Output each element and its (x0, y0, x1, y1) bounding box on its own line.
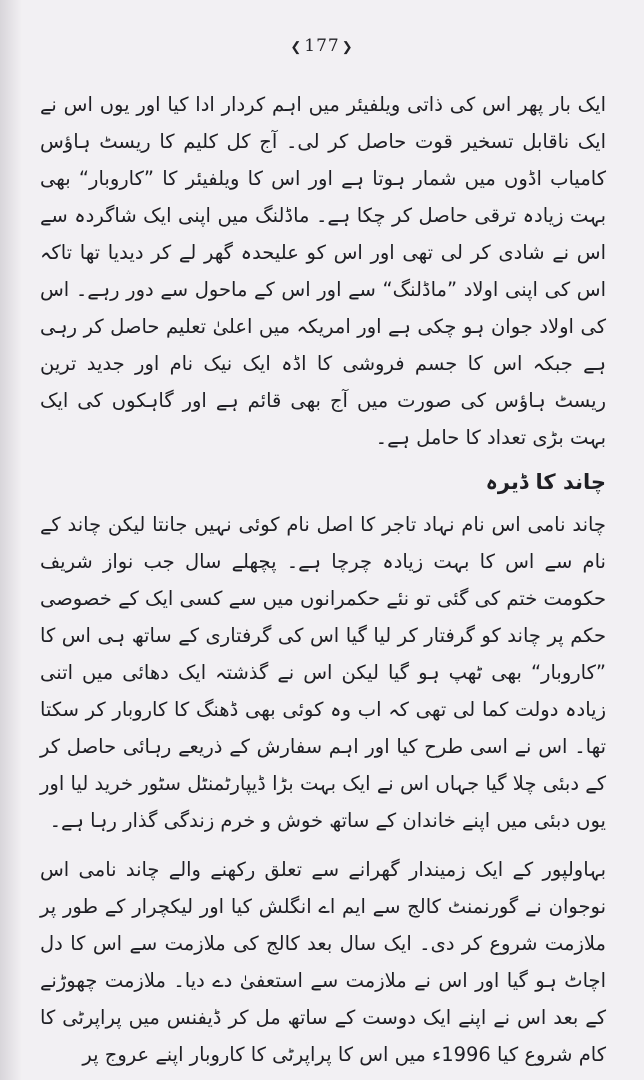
paragraph: چاند نامی اس نام نہاد تاجر کا اصل نام کوئی نہیں جانتا لیکن چاند کے نام سے اس کا بہت زیادہ چرچا ہے۔ پچھلے سال جب نواز شریف حکومت ختم کی گئی تو نئے حکمرانوں میں سے کسی ایک کے خصوصی حکم پر چاند کو گرفتار کر لیا گیا اس کی گرفتاری کے ساتھ ہی اس کا ”کاروبار“ بھی ٹھپ ہو گیا لیکن اس نے گذشتہ ایک دھائی میں اتنی زیادہ دولت کما لی تھی کہ اب وہ کوئی بھی ڈھنگ کا کاروبار کر سکتا تھا۔ اس نے اسی طرح کیا اور اہم سفارش کے ذریعے رہائی حاصل کر کے دبئی چلا گیا جہاں اس نے ایک بہت بڑا ڈیپارٹمنٹل سٹور خرید لیا اور یوں دبئی میں اپنے خاندان کے ساتھ خوش و خرم زندگی گذار رہا ہے۔ (40, 513, 606, 832)
page-number-header (0, 36, 644, 56)
section-heading: چاند کا ڈیرہ (485, 470, 606, 494)
page-body (40, 86, 606, 1073)
ornament-right-icon: ❯ (341, 40, 354, 55)
ornament-left-icon: ❮ (290, 40, 303, 55)
page-binding-shadow (0, 0, 22, 1080)
paragraph: ایک بار پھر اس کی ذاتی ویلفیئر میں اہم کردار ادا کیا اور یوں اس نے ایک ناقابل تسخیر قوت حاصل کر لی۔ آج کل کلیم کا ریسٹ ہاؤس کامیاب اڈوں میں شمار ہوتا ہے اور اس کا ویلفیئر کا ”کاروبار“ بھی بہت زیادہ ترقی حاصل کر چکا ہے۔ ماڈلنگ میں اپنی ایک شاگردہ سے اس نے شادی کر لی تھی اور اس کو علیحدہ گھر لے کر دیدیا تھا تاکہ اس کی اپنی اولاد ”ماڈلنگ“ سے اور اس کے ماحول سے دور رہے۔ اس کی اولاد جوان ہو چکی ہے اور امریکہ میں اعلیٰ تعلیم حاصل کر رہی ہے جبکہ اس کا جسم فروشی کا اڈہ ایک نیک نام اور جدید ترین ریسٹ ہاؤس کی صورت میں آج بھی قائم ہے اور گاہکوں کی ایک بہت بڑی تعداد کا حامل ہے۔ (40, 93, 606, 449)
paragraph: بہاولپور کے ایک زمیندار گھرانے سے تعلق رکھنے والے چاند نامی اس نوجوان نے گورنمنٹ کالج سے ایم اے انگلش کیا اور لیکچرار کے طور پر ملازمت شروع کر دی۔ ایک سال بعد کالج کی ملازمت سے اس کا دل اچاٹ ہو گیا اور اس نے ملازمت سے استعفیٰ دے دیا۔ ملازمت چھوڑنے کے بعد اس نے اپنے ایک دوست کے ساتھ مل کر ڈیفنس میں پراپرٹی کا کام شروع کیا 1996ء میں اس کا پراپرٹی کا کاروبار اپنے عروج پر (40, 858, 606, 1066)
page-number: 177 (304, 36, 340, 56)
